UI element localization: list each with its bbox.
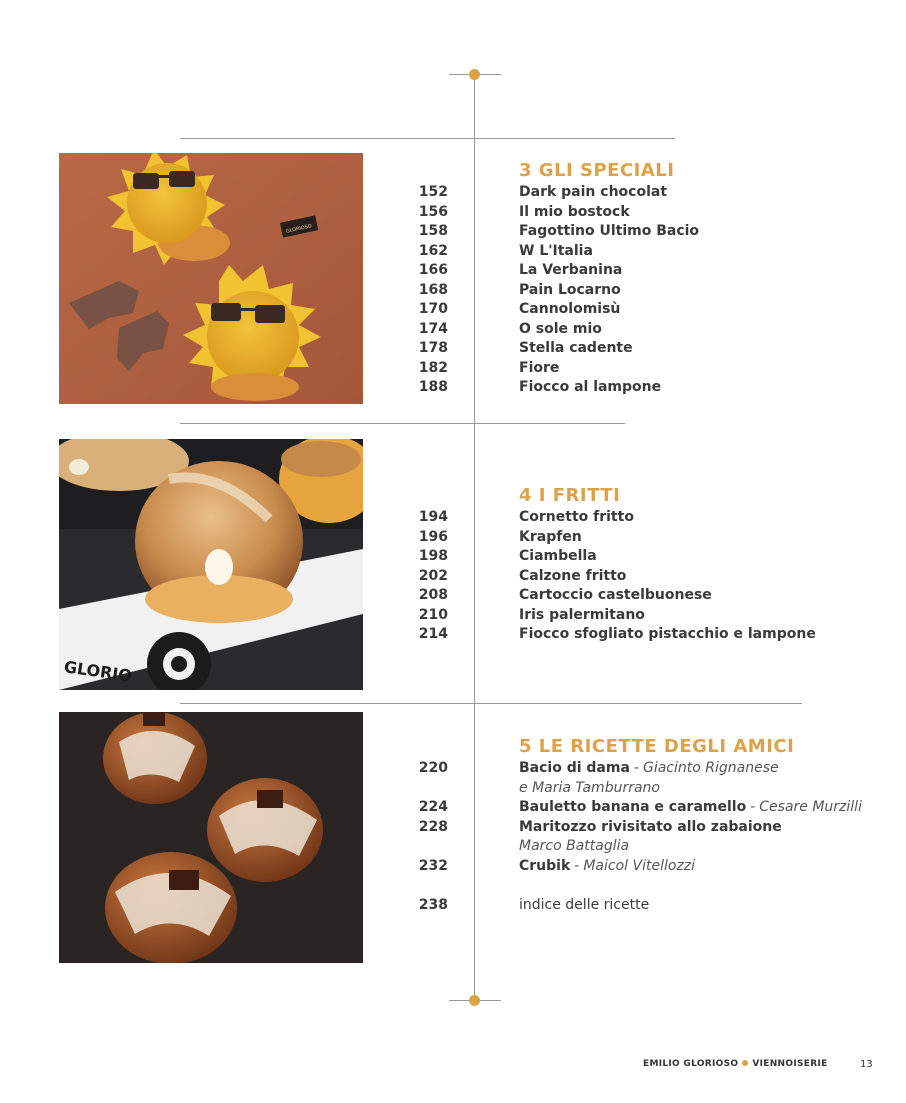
toc-entry[interactable] [410,759,862,779]
toc-page-number: 202 [418,567,448,584]
toc-entry[interactable] [410,586,816,606]
toc-author: e Maria Tamburrano [519,779,660,796]
toc-page-number: 228 [418,818,448,835]
toc-title: Cartoccio castelbuonese [519,587,712,603]
toc-title: Fagottino Ultimo Bacio [519,223,700,239]
toc-page-number: 238 [418,896,448,913]
toc-title: Maritozzo rivisitato allo zabaione [519,818,782,835]
toc-title: Dark pain chocolat [519,184,668,200]
top-dot [469,69,480,80]
toc-author: Marco Battaglia [519,838,630,854]
toc-entry[interactable] [410,625,816,645]
toc-title: La Verbanina [519,262,623,278]
toc-title: Cornetto fritto [519,509,634,525]
toc-author: Maicol Vitellozzi [583,857,695,874]
toc-page-number: 210 [418,606,448,623]
toc-title: Cannolomisù [519,301,621,317]
toc-title: Fiocco al lampone [519,379,662,395]
toc-entry[interactable] [410,547,816,567]
toc-title: Fiore [519,359,560,376]
section-rule-1 [180,138,675,139]
toc-entry[interactable] [410,798,862,818]
page-number: 13 [860,1059,873,1070]
toc-title: Calzone fritto [519,567,627,584]
toc-page-number: 182 [418,359,448,376]
toc-title: indice delle ricette [519,896,650,913]
toc-page-number: 198 [418,548,448,564]
toc-entry[interactable] [410,896,862,916]
photo-gli-speciali [59,153,363,404]
toc-page-number: 168 [418,281,448,298]
toc-entry[interactable] [410,183,699,203]
toc-page-number: 178 [418,340,448,356]
toc-separator: - [633,760,639,776]
toc-page-number: 208 [418,587,448,603]
toc-entry[interactable] [410,300,699,320]
footer-author: EMILIO GLORIOSO [643,1059,739,1069]
running-footer [643,1059,828,1069]
toc-page-number: 174 [418,320,448,337]
toc-entry[interactable] [410,818,862,838]
toc-title: W L'Italia [519,242,593,259]
toc-entry[interactable] [410,281,699,301]
toc-author: Cesare Murzilli [759,799,862,815]
toc-title: O sole mio [519,320,602,337]
photo-ricette-amici [59,712,363,963]
toc-entry[interactable] [410,339,699,359]
toc-title: Crubik [519,857,571,874]
toc-entry[interactable] [410,567,816,587]
toc-page-number: 224 [418,799,448,815]
toc-title: Stella cadente [519,340,633,356]
toc-page-number: 232 [418,857,448,874]
toc-entry[interactable] [410,242,699,262]
toc-entry[interactable] [410,261,699,281]
toc-page-number: 152 [418,184,448,200]
toc-page-number: 220 [418,760,448,776]
toc-list-ricette-amici [410,759,862,915]
photo-plate-text: GLORIO [62,657,134,686]
section-heading-ricette-amici: 5 LE RICETTE DEGLI AMICI [519,736,795,757]
toc-separator: - [750,799,756,815]
toc-page-number: 194 [418,509,448,525]
section-heading-i-fritti: 4 I FRITTI [519,485,621,506]
bottom-dot [469,995,480,1006]
toc-entry[interactable] [410,508,816,528]
toc-title: Bacio di dama [519,760,630,776]
toc-title: Bauletto banana e caramello [519,799,747,815]
toc-page-number: 196 [418,528,448,545]
toc-entry[interactable] [410,222,699,242]
photo-i-fritti [59,439,363,690]
toc-list-gli-speciali [410,183,699,398]
toc-entry[interactable] [410,378,699,398]
toc-page-number: 158 [418,223,448,239]
toc-title: Il mio bostock [519,203,630,220]
photo-badge-text: GLORIOSO [285,223,313,235]
toc-page-number: 214 [418,626,448,642]
toc-page-number: 162 [418,242,448,259]
toc-title: Pain Locarno [519,281,621,298]
toc-title: Ciambella [519,548,597,564]
toc-list-i-fritti [410,508,816,645]
toc-entry[interactable] [410,203,699,223]
toc-entry-continuation [410,779,862,799]
section-heading-gli-speciali: 3 GLI SPECIALI [519,160,675,181]
toc-entry[interactable] [410,857,862,877]
toc-entry[interactable] [410,359,699,379]
toc-separator: - [574,857,580,874]
toc-page-number: 166 [418,262,448,278]
toc-page-number: 170 [418,301,448,317]
toc-page-number: 156 [418,203,448,220]
toc-author: Giacinto Rignanese [642,760,779,776]
footer-book-title: VIENNOISERIE [752,1059,828,1069]
toc-entry-continuation [410,837,862,857]
toc-page-number: 188 [418,379,448,395]
toc-title: Krapfen [519,528,582,545]
footer-bullet-icon [742,1060,748,1066]
section-rule-3 [180,703,802,704]
toc-entry[interactable] [410,528,816,548]
toc-title: Iris palermitano [519,606,645,623]
section-rule-2 [180,423,625,424]
toc-entry[interactable] [410,320,699,340]
toc-title: Fiocco sfogliato pistacchio e lampone [519,626,816,642]
toc-entry[interactable] [410,606,816,626]
